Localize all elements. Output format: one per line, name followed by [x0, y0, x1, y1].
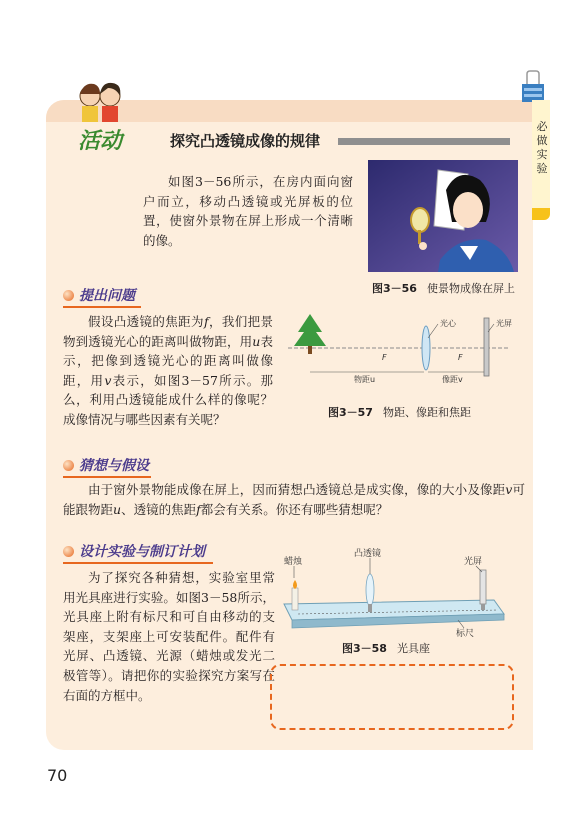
section-underline	[63, 562, 213, 564]
section-heading: 猜想与假设	[79, 458, 149, 474]
fig57-caption	[328, 404, 471, 420]
variable-v: v	[104, 372, 112, 388]
activity-label: 活动	[78, 129, 123, 154]
raise-question-paragraph	[63, 312, 273, 430]
section-heading: 设计实验与制订计划	[79, 544, 205, 560]
side-tab-label: 必做实验	[536, 120, 548, 175]
hypothesis-paragraph	[63, 480, 525, 519]
fig57-label-center: 光心	[440, 319, 456, 328]
candle-shape	[292, 588, 298, 610]
section-underline	[63, 306, 141, 308]
variable-v: v	[505, 482, 513, 497]
fig57-label-image-distance: 像距v	[442, 375, 463, 384]
bullet-dot-icon	[63, 460, 74, 471]
variable-u: u	[252, 333, 261, 349]
section-design	[63, 541, 205, 561]
fig58-number: 图3－58	[342, 642, 387, 655]
answer-box[interactable]	[270, 664, 514, 730]
variable-u: u	[113, 501, 122, 517]
bullet-dot-icon	[63, 546, 74, 557]
variable-f: f	[196, 501, 201, 517]
fig56-number: 图3－56	[372, 282, 417, 295]
section-heading: 提出问题	[79, 288, 135, 304]
fig57-label-focus-left: F	[382, 353, 387, 362]
fig57-label-object-distance: 物距u	[354, 375, 376, 384]
text-run: 表示，如图3－57所示。那么，利用凸透镜能成什么样的像呢？成像情况与哪些因素有关呢？	[63, 372, 273, 427]
section-hypothesis	[63, 455, 149, 475]
fig57-label-screen: 光屏	[496, 319, 512, 328]
lens-shape	[366, 574, 374, 606]
fig58-label-lens: 凸透镜	[354, 549, 382, 559]
fig57-caption-text: 物距、像距和焦距	[382, 406, 471, 419]
fig56-caption-text: 使景物成像在屏上	[426, 282, 515, 295]
flame-icon	[293, 580, 297, 589]
text-run: 、透镜的焦距	[121, 501, 197, 517]
bullet-dot-icon	[63, 290, 74, 301]
text-run: ，我们把景物到透镜光心的距离叫做物距，用	[63, 314, 273, 349]
fig56-caption	[372, 280, 515, 296]
fig58-caption-text: 光具座	[396, 642, 430, 655]
fig57-diagram	[288, 308, 524, 386]
activity-title: 探究凸透镜成像的规律	[170, 132, 321, 150]
text-run: 假设凸透镜的焦距为	[88, 314, 204, 329]
fig57-number: 图3－57	[328, 406, 373, 419]
fig58-optical-bench	[278, 548, 510, 638]
fig58-caption	[342, 640, 430, 656]
design-paragraph: 为了探究各种猜想，实验室里常用光具座进行实验。如图3－58所示，光具座上附有标尺和可自由移动的支架座，支架座上可安装配件。配件有光屏、凸透镜、光源（蜡烛或发光二极管等）。请把你的实验探究方案写在右面的方框中。	[63, 570, 275, 703]
kids-illustration	[72, 74, 128, 124]
fig57-label-focus-right: F	[458, 353, 463, 362]
screen-shape	[480, 570, 486, 604]
title-underline-bar	[338, 138, 510, 145]
lens-shape	[422, 326, 430, 370]
variable-f: f	[203, 314, 209, 329]
text-run: 都会有关系。你还有哪些猜想呢？	[200, 501, 389, 517]
text-run: 表示，把像到透镜光心的距离叫做像距，用	[63, 333, 273, 388]
text-run: 由于窗外景物能成像在屏上，因而猜想凸透镜总是成实像，像的大小及像距	[88, 482, 506, 497]
text-run: 可能跟物距	[63, 482, 525, 517]
fig58-label-scale: 标尺	[456, 629, 475, 638]
intro-paragraph: 如图3－56所示，在房内面向窗户而立，移动凸透镜或光屏板的位置，使窗外景物在屏上形成一个清晰的像。	[143, 174, 353, 248]
binder-clip-icon	[520, 70, 546, 104]
fig58-label-screen: 光屏	[464, 557, 483, 567]
section-underline	[63, 476, 151, 478]
screen-shape	[484, 318, 489, 376]
tree-icon	[294, 314, 326, 346]
page-number: 70	[47, 766, 68, 785]
fig56-image	[368, 160, 518, 272]
section-raise-question	[63, 285, 135, 305]
fig58-label-candle: 蜡烛	[284, 557, 303, 567]
